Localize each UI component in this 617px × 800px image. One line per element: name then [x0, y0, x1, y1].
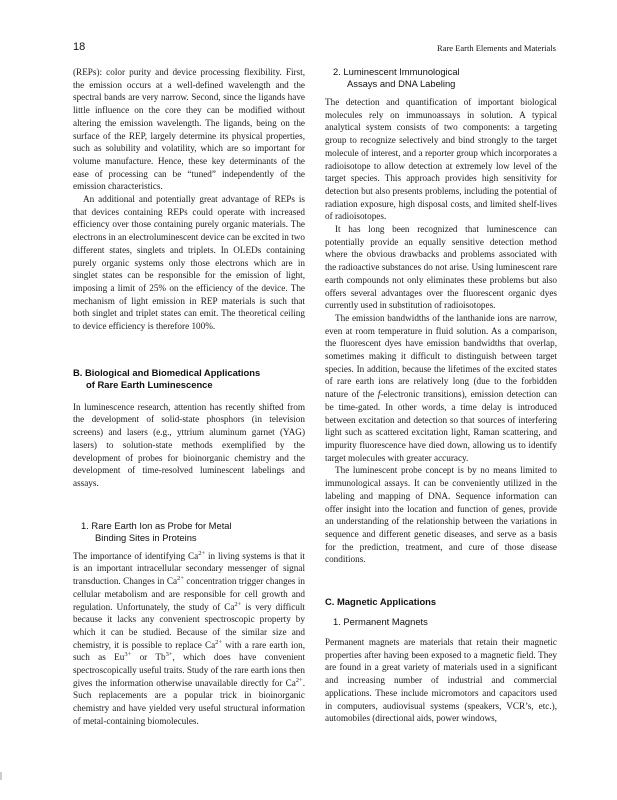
subsection-heading-2 [325, 66, 557, 90]
right-column [325, 66, 557, 725]
subsection-heading-line: Assays and DNA Labeling [347, 78, 456, 89]
subsection-heading-line: 1. Rare Earth Ion as Probe for Metal [81, 519, 232, 531]
running-title: Rare Earth Elements and Materials [437, 43, 556, 53]
paragraph: The emission bandwidths of the lanthanide ions are narrow, even at room temperature in fluid solution. As a comparison, the fluorescent dyes have emission bandwidths that overlap, sometimes making it difficult to distinguish between target species. In addition, because the lifetimes of the excited states of rare earth ions are relatively long (due to the forbidden nature of the f-electronic transitions), emission detection can be time-gated. In other words, a time delay is introduced between excitation and detection so that sources of interfering light such as scattered excitation light, Raman scattering, and impurity fluorescence have died down, allowing us to identify target molecules with greater accuracy. [325, 312, 557, 463]
subsection-heading-line: 2. Luminescent Immunological [333, 66, 460, 77]
section-heading-c: C. Magnetic Applications [325, 596, 437, 608]
paragraph: The detection and quantification of important biological molecules rely on immunoassays in solution. A typical analytical system consists of two components: a targeting group to recognize selectively and bind strongly to the target molecule of interest, and a reporter group which incorporates a radioisotope to allow detection at extremely low level of the target species. This approach provides high sensitivity for detection but also presents problems, including the potential of radiation exposure, high disposal costs, and limited shelf-lives of radioisotopes. [325, 97, 557, 222]
paragraph: An additional and potentially great advantage of REPs is that devices containing REPs could operate with increased efficiency over those containing purely organic materials. The electrons in an electroluminescent device can be excited in two different states, singlets and triplets. In OLEDs containing purely organic systems only those electrons which are in singlet states can be responsible for the emission of light, imposing a limit of 25% on the efficiency of the device. The mechanism of light emission in REP materials is such that both singlet and triplet states can emit. The theoretical ceiling to device efficiency is therefore 100%. [73, 194, 305, 332]
scan-edge-mark [0, 772, 2, 780]
subsection-heading-permanent-magnets: 1. Permanent Magnets [333, 616, 428, 628]
paragraph: The luminescent probe concept is by no means limited to immunological assays. It can be conveniently utilized in the labeling and mapping of DNA. Sequence information can offer insight into the location and function of genes, provide an understanding of the relationship between the variations in sequence and different genetic diseases, and serve as a basis for the prediction, treatment, and cure of those disease conditions. [325, 465, 557, 565]
paragraph: The importance of identifying $Ca^{2+}$ in living systems is that it is an important intracellular secondary messenger of signal transduction. Changes in $Ca^{2+}$ concentration trigger changes in cellular metabolism and are responsible for cell growth and regulation. Unfortunately, the study of $Ca^{2+}$ is very difficult because it lacks any convenient spectroscopic property by which it can be studied. Because of the similar size and chemistry, it is possible to replace $Ca^{2+}$ with a rare earth ion, such as $Eu^{3+}$ or $Tb^{3+}$, which does have convenient spectroscopically useful traits. Study of the rare earth ions then gives the information otherwise unavailable directly for $Ca^{2+}$. Such replacements are a popular trick in bioinorganic chemistry and have yielded very useful structural information of metal-containing biomolecules. [73, 549, 305, 726]
paragraph: It has long been recognized that luminescence can potentially provide an equally sensitive detection method where the obvious drawbacks and problems associated with the radioactive substances do not arise. Using luminescent rare earth compounds not only eliminates these problems but also offers several advantages over the fluorescent organic dyes currently used in substitution of radioisotopes. [325, 224, 557, 311]
page-number: 18 [73, 41, 86, 53]
section-heading-line: of Rare Earth Luminescence [86, 378, 213, 390]
subsection-heading-1 [73, 520, 305, 544]
paragraph: (REPs): color purity and device processing flexibility. First, the emission occurs at a well-defined wavelength and the spectral bands are very narrow. Second, since the ligands have little influence on the core they can be modified without altering the emission wavelength. The ligands, being on the surface of the REP, largely determine its physical properties, such as solubility and volatility, which are so important for volume manufacture. Hence, these key determinants of the ease of processing can be “tuned” independently of the emission characteristics. [73, 67, 305, 192]
left-column [73, 66, 305, 728]
paragraph: In luminescence research, attention has recently shifted from the development of solid-state phosphors (in television screens) and lasers (e.g., yttrium aluminum garnet (YAG) lasers) to solution-state methods exemplified by the development of probes for bioinorganic chemistry and the development of time-resolved luminescent labelings and assays. [73, 401, 305, 488]
section-heading-line: B. Biological and Biomedical Applications [73, 366, 261, 378]
section-heading-b [73, 367, 305, 391]
paragraph: Permanent magnets are materials that retain their magnetic properties after having been exposed to a magnetic field. They are found in a great variety of materials used in a significant and increasing number of industrial and commercial applications. These include micromotors and capacitors used in computers, audiovisual systems (speakers, VCR’s, etc.), automobiles (directional aids, power windows, [325, 637, 557, 724]
subsection-heading-line: Binding Sites in Proteins [95, 531, 197, 543]
